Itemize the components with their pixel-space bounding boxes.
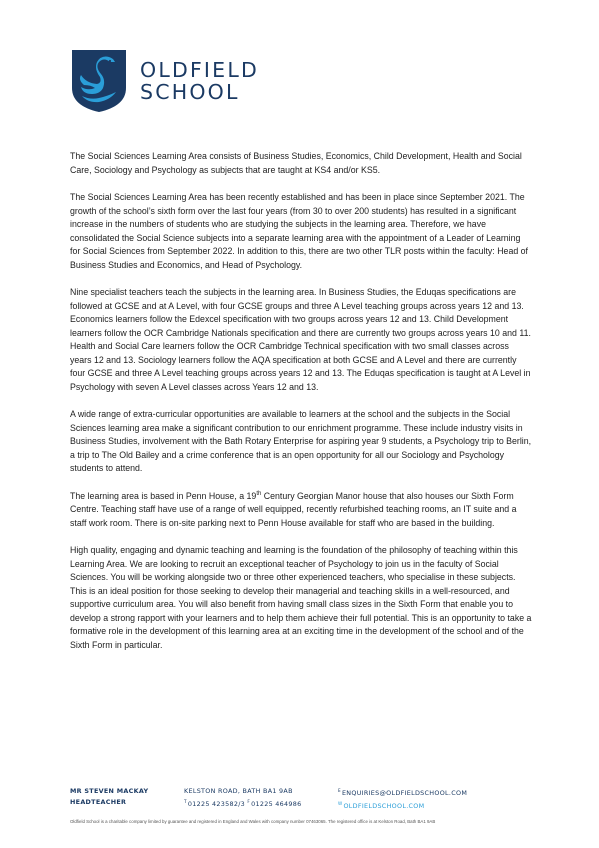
footer-online bbox=[338, 786, 530, 811]
footer-phones bbox=[184, 797, 338, 810]
fax-number: 01225 464986 bbox=[251, 799, 302, 808]
phone-label: T bbox=[184, 798, 187, 804]
headteacher-title: HEADTEACHER bbox=[70, 797, 127, 806]
footer bbox=[70, 786, 530, 825]
paragraph-history: The Social Sciences Learning Area has been recently established and has been in place since September 2021. The growth of the school’s sixth form over the last four years (from 30 to over 200 students) has resulted in a significant increase in the numbers of students who are studying the subjects in the learning area. Therefore, we have consolidated the Social Science subjects into a separate learning area with the appointment of a Leader of Learning for Social Sciences from September 2022. In addition to this, there are two other TLR posts within the faculty: Head of Business Studies and Economics, and Head of Psychology. bbox=[70, 192, 529, 270]
school-name-line1: OLDFIELD bbox=[140, 58, 259, 82]
email-label: E bbox=[338, 788, 341, 793]
ordinal-suffix: th bbox=[256, 490, 262, 497]
school-name-line2: SCHOOL bbox=[140, 80, 240, 104]
footer-contact bbox=[184, 786, 338, 811]
footer-address: KELSTON ROAD, BATH BA1 9AB bbox=[184, 787, 293, 795]
phone-number: 01225 423582/3 bbox=[187, 799, 246, 808]
web-label: W bbox=[338, 800, 343, 806]
footer-email[interactable] bbox=[338, 786, 530, 799]
footer-website[interactable] bbox=[338, 799, 530, 812]
footer-headteacher bbox=[70, 786, 184, 811]
paragraph-intro: The Social Sciences Learning Area consists of Business Studies, Economics, Child Development, Health and Social Care, Sociology and Psychology as subjects that are taught at KS4 and/or KS5. bbox=[70, 151, 522, 175]
fax-label: F bbox=[247, 798, 251, 804]
email-address[interactable]: ENQUIRIES@OLDFIELDSCHOOL.COM bbox=[341, 789, 468, 798]
letterhead bbox=[70, 48, 259, 114]
school-name bbox=[140, 59, 259, 103]
paragraph-extracurricular: A wide range of extra-curricular opportunities are available to learners at the school and the subjects in the Social Sciences learning area make a significant contribution to our enrichment programme. These include industry visits in Business Studies, involvement with the Bath Rotary Enterprise for aspiring year 9 students, a Psychology trip to Berlin, a trip to The Old Bailey and a crime conference that is an open opportunity for all our Sociology and Psychology students to attend. bbox=[70, 409, 532, 473]
paragraph-recruitment: High quality, engaging and dynamic teaching and learning is the foundation of the philosophy of teaching within this Learning Area. We are looking to recruit an exceptional teacher of Psychology to join us in the faculty of Social Sciences. You will be working alongside two or three other experienced teachers, who specialise in these subjects. This is an ideal position for those seeking to develop their managerial and teaching skills in a well-resourced, and supportive curriculum area. You will also benefit from having small class sizes in the Sixth Form that enable you to develop a strong rapport with your learners and to help them achieve their full potential. This is an opportunity to take a formative role in the development of this learning area at an exciting time in the development of the school and of the Sixth Form in particular. bbox=[70, 545, 532, 650]
paragraph-building-end: Century Georgian Manor house that also houses our Sixth Form Centre. Teaching staff have use of a range of well equipped, recently refurbished teaching rooms, an IT suite and a staff work room. There is on-site parking next to Penn House available for staff who are based in the building. bbox=[70, 490, 517, 528]
paragraph-building-start: The learning area is based in Penn House, a 19 bbox=[70, 490, 257, 501]
website-link[interactable]: OLDFIELDSCHOOL.COM bbox=[343, 801, 425, 810]
swan-crest-icon bbox=[70, 48, 128, 114]
legal-notice: Oldfield School is a charitable company limited by guarantee and registered in England and Wales with company number 07463065. The registered office is at Kelston Road, Bath BA1 9AB bbox=[70, 819, 436, 825]
headteacher-name: MR STEVEN MACKAY bbox=[70, 787, 149, 795]
paragraph-teachers: Nine specialist teachers teach the subjects in the learning area. In Business Studies, the Eduqas specifications are followed at GCSE and at A Level, with four GCSE groups and three A Level teaching groups across years 12 and 13. Economics learners follow the Edexcel specification with two groups across years 12 and 13. Child Development learners follow the OCR Cambridge Nationals specification and there are currently two groups across years 10 and 11. Health and Social Care learners follow the OCR Cambridge Technical specification with two small classes across years 12 and 13. Sociology learners follow the AQA specification at both GCSE and A Level and there are currently four GCSE and three A Level teaching groups across years 12 and 13. The Eduqas specification is taught at A Level in Psychology with seven A Level classes across Years 12 and 13. bbox=[70, 287, 531, 392]
paragraph-building bbox=[70, 490, 532, 531]
letter-body bbox=[70, 150, 532, 666]
